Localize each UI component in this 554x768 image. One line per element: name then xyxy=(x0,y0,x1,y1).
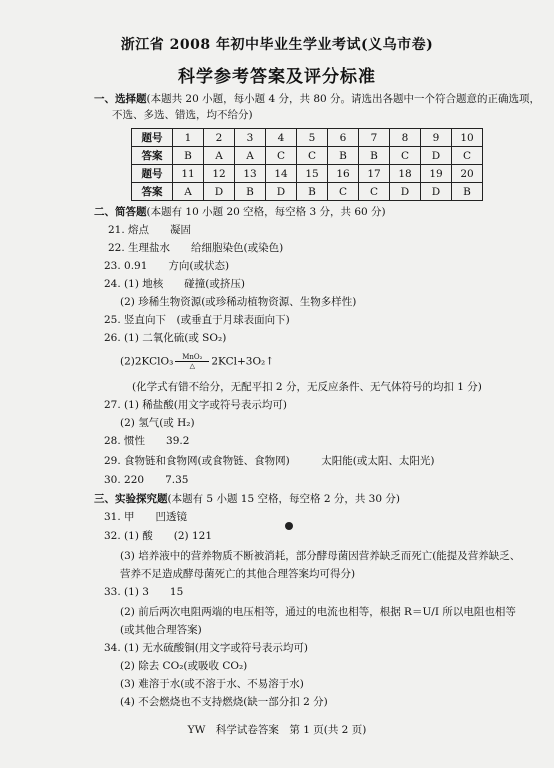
question-number: 8 xyxy=(390,129,421,147)
answer-34-2: (2) 除去 CO₂(或吸收 CO₂) xyxy=(120,660,248,672)
section2-header xyxy=(94,205,386,219)
reaction-condition xyxy=(175,353,209,370)
answer-cell: D xyxy=(421,147,452,165)
table-row xyxy=(132,129,483,147)
answer-cell: C xyxy=(328,183,359,201)
heat-symbol: △ xyxy=(189,362,196,370)
section3-heading: 三、实验探究题 xyxy=(94,493,168,505)
answer-28: 28. 惯性 39.2 xyxy=(104,435,190,447)
answer-30: 30. 220 7.35 xyxy=(104,474,189,486)
section1-header xyxy=(94,92,540,106)
row-label: 题号 xyxy=(132,129,173,147)
equation-reactant: (2)2KClO₃ xyxy=(120,355,174,368)
answer-cell: A xyxy=(204,147,235,165)
question-number: 18 xyxy=(390,165,421,183)
section3-desc: (本题有 5 小题 15 空格，每空格 2 分，共 30 分) xyxy=(167,493,400,505)
section1-heading: 一、选择题 xyxy=(94,93,147,105)
answer-29: 29. 食物链和食物网(或食物链、食物网) 太阳能(或太阳、太阳光) xyxy=(104,455,435,467)
question-number: 19 xyxy=(421,165,452,183)
question-number: 1 xyxy=(173,129,204,147)
answer-cell: B xyxy=(235,183,266,201)
answer-21: 21. 熔点 凝固 xyxy=(108,224,192,236)
question-number: 7 xyxy=(359,129,390,147)
answer-cell: D xyxy=(421,183,452,201)
answer-33-2-line2: (或其他合理答案) xyxy=(120,624,202,636)
question-number: 14 xyxy=(266,165,297,183)
question-number: 15 xyxy=(297,165,328,183)
answer-34-3: (3) 难溶于水(或不溶于水、不易溶于水) xyxy=(120,678,304,690)
answer-33-2-line1: (2) 前后两次电阻两端的电压相等，通过的电流也相等，根据 R＝U/I 所以电阻也相等 xyxy=(120,606,516,618)
answer-22: 22. 生理盐水 给细胞染色(或染色) xyxy=(108,242,284,254)
page-footer: YW 科学试卷答案 第 1 页(共 2 页) xyxy=(187,724,367,736)
question-number: 4 xyxy=(266,129,297,147)
catalyst-label: MnO₂ xyxy=(182,353,203,361)
answer-27-2: (2) 氢气(或 H₂) xyxy=(120,417,195,429)
answer-26-1: 26. (1) 二氧化硫(或 SO₂) xyxy=(104,332,227,344)
question-number: 9 xyxy=(421,129,452,147)
question-number: 5 xyxy=(297,129,328,147)
exam-title: 浙江省 2008 年初中毕业生学业考试(义乌市卷) xyxy=(120,37,434,53)
table-row xyxy=(132,183,483,201)
answer-cell: B xyxy=(452,183,483,201)
answer-cell: B xyxy=(359,147,390,165)
question-number: 16 xyxy=(328,165,359,183)
answer-33-1: 33. (1) 3 15 xyxy=(104,586,184,598)
answer-cell: D xyxy=(266,183,297,201)
answer-32-1-2: 32. (1) 酸 (2) 121 xyxy=(104,530,212,542)
row-label: 题号 xyxy=(132,165,173,183)
answer-cell: B xyxy=(173,147,204,165)
document-subtitle: 科学参考答案及评分标准 xyxy=(178,67,376,87)
answer-cell: D xyxy=(204,183,235,201)
section1-desc-line1: (本题共 20 小题，每小题 4 分，共 80 分。请选出各题中一个符合题意的正确选项， xyxy=(146,93,541,105)
answer-cell: D xyxy=(390,183,421,201)
question-number: 20 xyxy=(452,165,483,183)
section3-header xyxy=(94,492,400,506)
answer-24-1: 24. (1) 地核 碰撞(或挤压) xyxy=(104,278,245,290)
answer-cell: C xyxy=(452,147,483,165)
answer-cell: C xyxy=(390,147,421,165)
answer-27-1: 27. (1) 稀盐酸(用文字或符号表示均可) xyxy=(104,399,287,411)
answer-24-2: (2) 珍稀生物资源(或珍稀动植物资源、生物多样性) xyxy=(120,296,357,308)
question-number: 17 xyxy=(359,165,390,183)
answer-32-3-line1: (3) 培养液中的营养物质不断被消耗，部分酵母菌因营养缺乏而死亡(能提及营养缺乏、 xyxy=(120,550,521,562)
ink-smudge xyxy=(285,522,293,530)
answer-32-3-line2: 营养不足造成酵母菌死亡的其他合理答案均可得分) xyxy=(120,568,356,580)
answer-26-note: (化学式有错不给分，无配平扣 2 分，无反应条件、无气体符号的均扣 1 分) xyxy=(132,381,482,393)
answer-cell: B xyxy=(297,183,328,201)
table-row xyxy=(132,147,483,165)
row-label: 答案 xyxy=(132,183,173,201)
answer-26-2-equation xyxy=(120,353,274,370)
question-number: 13 xyxy=(235,165,266,183)
question-number: 12 xyxy=(204,165,235,183)
section2-heading: 二、简答题 xyxy=(94,206,147,218)
answer-34-1: 34. (1) 无水硫酸铜(用文字或符号表示均可) xyxy=(104,642,308,654)
answer-25: 25. 竖直向下 (或垂直于月球表面向下) xyxy=(104,314,290,326)
answer-23: 23. 0.91 方向(或状态) xyxy=(104,260,230,272)
answer-cell: A xyxy=(173,183,204,201)
section1-desc-line2: 不选、多选、错选，均不给分) xyxy=(112,109,253,121)
question-number: 6 xyxy=(328,129,359,147)
question-number: 11 xyxy=(173,165,204,183)
section2-desc: (本题有 10 小题 20 空格，每空格 3 分，共 60 分) xyxy=(146,206,386,218)
answer-cell: A xyxy=(235,147,266,165)
equation-products: 2KCl+3O₂↑ xyxy=(211,355,275,368)
answer-cell: C xyxy=(297,147,328,165)
answer-table xyxy=(131,128,483,201)
answer-cell: C xyxy=(359,183,390,201)
answer-34-4: (4) 不会燃烧也不支持燃烧(缺一部分扣 2 分) xyxy=(120,696,328,708)
row-label: 答案 xyxy=(132,147,173,165)
table-row xyxy=(132,165,483,183)
answer-cell: C xyxy=(266,147,297,165)
question-number: 10 xyxy=(452,129,483,147)
question-number: 2 xyxy=(204,129,235,147)
answer-31: 31. 甲 凹透镜 xyxy=(104,511,188,523)
answer-cell: B xyxy=(328,147,359,165)
question-number: 3 xyxy=(235,129,266,147)
